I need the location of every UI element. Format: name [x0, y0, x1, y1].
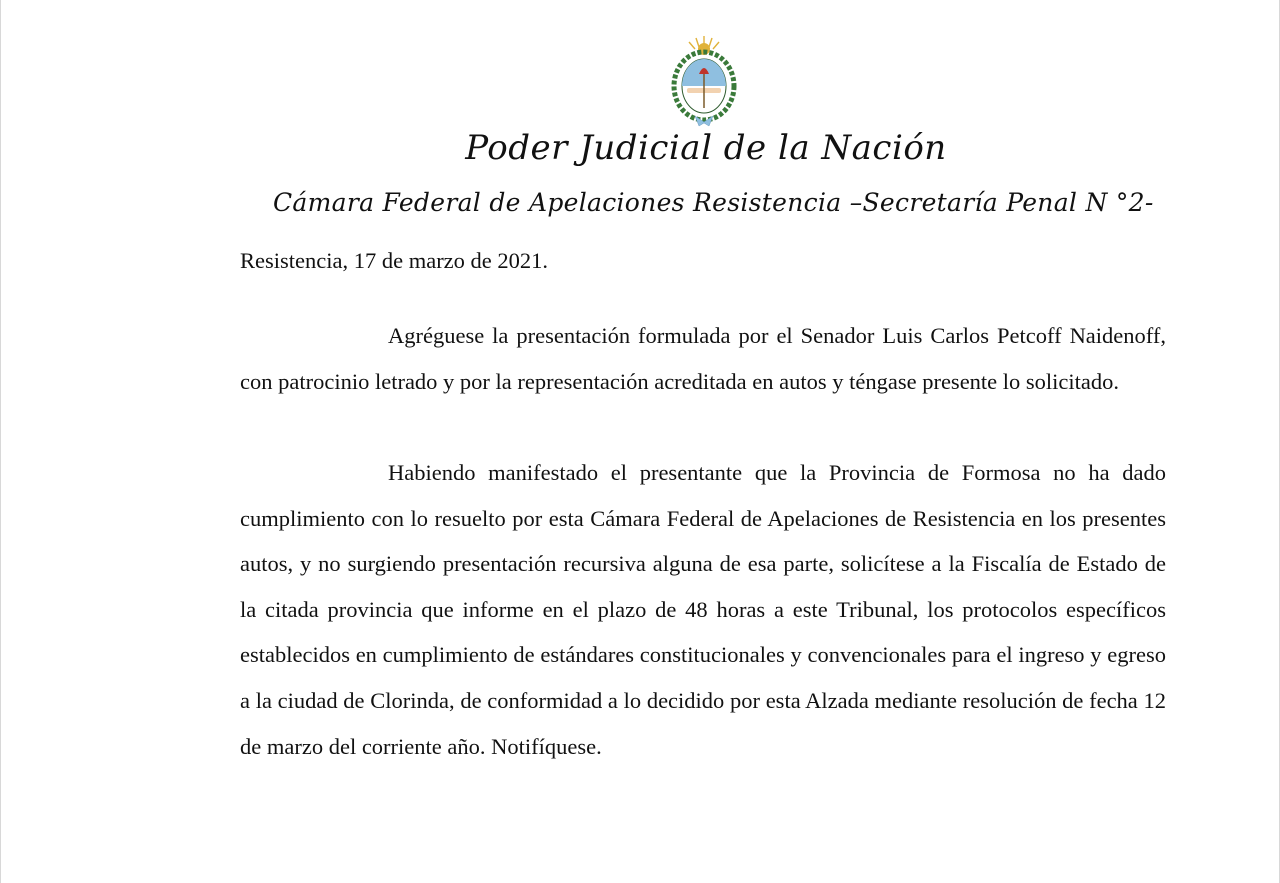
paragraph-1 [240, 313, 1166, 404]
court-title: Poder Judicial de la Nación [465, 128, 947, 168]
paragraph-2 [240, 450, 1166, 769]
chamber-subtitle: Cámara Federal de Apelaciones Resistencia –Secretaría Penal N °2- [273, 188, 1154, 217]
paragraph-1-text: Agréguese la presentación formulada por el Senador Luis Carlos Petcoff Naidenoff, con patrocinio letrado y por la representación acreditada en autos y téngase presente lo solicitado. [240, 323, 1166, 394]
argentine-coat-of-arms-icon [669, 34, 739, 130]
paragraph-2-text: Habiendo manifestado el presentante que la Provincia de Formosa no ha dado cumplimiento con lo resuelto por esta Cámara Federal de Apelaciones de Resistencia en los presentes autos, y no surgiendo presentación recursiva alguna de esa parte, solicítese a la Fiscalía de Estado de la citada provincia que informe en el plazo de 48 horas a este Tribunal, los protocolos específicos establecidos en cumplimiento de estándares constitucionales y convencionales para el ingreso y egreso a la ciudad de Clorinda, de conformidad a lo decidido por esta Alzada mediante resolución de fecha 12 de marzo del corriente año. Notifíquese. [240, 460, 1166, 759]
document-date: Resistencia, 17 de marzo de 2021. [240, 248, 549, 273]
